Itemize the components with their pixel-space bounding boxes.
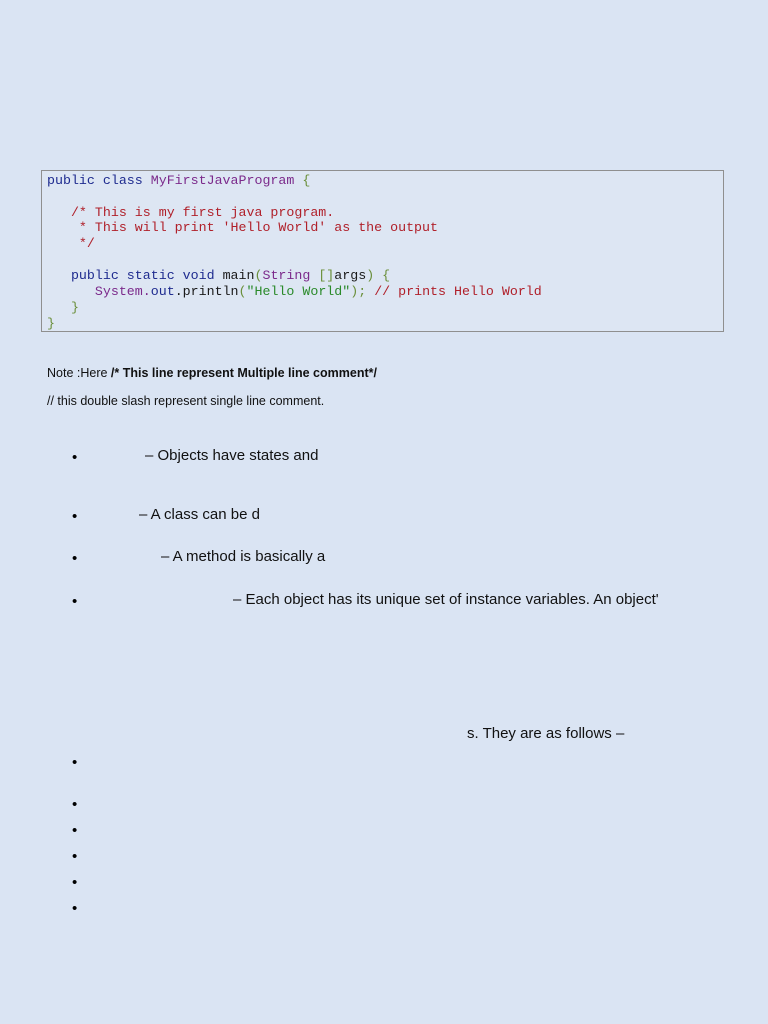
- single-line-comment-note: // this double slash represent single line comment.: [47, 394, 325, 408]
- code-token: "Hello World": [246, 284, 351, 299]
- bullet-marker: •: [72, 900, 78, 917]
- bullet-text-method: – A method is basically a: [161, 548, 326, 565]
- code-line: [47, 205, 334, 221]
- bullet-marker: •: [72, 508, 78, 525]
- bullet-marker: •: [72, 593, 78, 610]
- code-token: .println: [174, 284, 239, 299]
- code-token: []: [318, 268, 335, 283]
- code-line: [47, 300, 79, 316]
- code-token: /* This is my first java program.: [47, 205, 335, 220]
- bullet-marker: •: [72, 754, 78, 771]
- note-bold: /* This line represent Multiple line comment*/: [110, 366, 377, 380]
- code-line: [47, 284, 542, 300]
- code-token: (: [238, 284, 247, 299]
- bullet-marker: •: [72, 848, 78, 865]
- code-token: args: [334, 268, 367, 283]
- code-block: [41, 170, 724, 332]
- code-token: ) {: [366, 268, 391, 283]
- code-token: }: [47, 316, 55, 331]
- code-token: MyFirstJavaProgram: [150, 173, 295, 188]
- code-line: [47, 268, 390, 284]
- bullet-marker: •: [72, 449, 78, 466]
- bullet-text-objects: – Objects have states and: [145, 447, 319, 464]
- follows-text: s. They are as follows –: [467, 725, 625, 742]
- code-token: out: [150, 284, 175, 299]
- code-token: {: [294, 173, 311, 188]
- code-token: public static void: [47, 268, 223, 283]
- code-token: );: [350, 284, 375, 299]
- bullet-marker: •: [72, 822, 78, 839]
- bullet-marker: •: [72, 796, 78, 813]
- code-line: [47, 236, 95, 252]
- multiline-comment-note: [47, 366, 377, 380]
- code-token: System.: [47, 284, 151, 299]
- code-token: main: [222, 268, 255, 283]
- code-line: [47, 173, 310, 189]
- code-token: }: [47, 300, 79, 315]
- note-prefix: Note :Here: [47, 366, 111, 380]
- code-token: (: [254, 268, 263, 283]
- bullet-marker: •: [72, 550, 78, 567]
- code-token: * This will print 'Hello World' as the output: [47, 220, 438, 235]
- code-token: // prints Hello World: [374, 284, 542, 299]
- code-token: String: [262, 268, 319, 283]
- bullet-marker: •: [72, 874, 78, 891]
- bullet-text-instance: – Each object has its unique set of instance variables. An object': [233, 591, 659, 608]
- code-token: public class: [47, 173, 151, 188]
- code-line: [47, 220, 438, 236]
- code-token: */: [47, 236, 95, 251]
- bullet-text-class: – A class can be d: [139, 506, 260, 523]
- code-line: [47, 316, 55, 332]
